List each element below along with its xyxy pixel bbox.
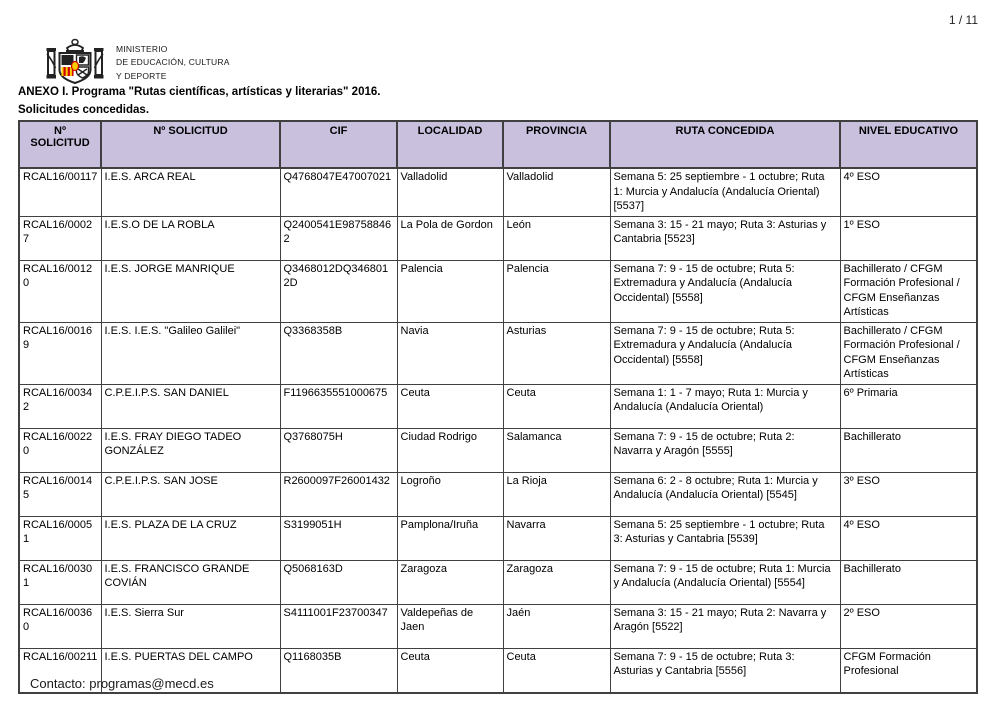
table-cell: I.E.S. JORGE MANRIQUE <box>101 260 280 322</box>
table-cell: Semana 6: 2 - 8 octubre; Ruta 1: Murcia y Andalucía (Andalucía Oriental) [5545] <box>610 472 840 516</box>
column-header-nivel-educativo: NIVEL EDUCATIVO <box>840 121 977 168</box>
table-row <box>19 560 977 604</box>
table-cell: I.E.S. I.E.S. "Galileo Galilei" <box>101 322 280 384</box>
column-header-nombre-solicitud: Nº SOLICITUD <box>101 121 280 168</box>
table-cell: Semana 7: 9 - 15 de octubre; Ruta 5: Extremadura y Andalucía (Andalucía Occidental) [5558] <box>610 260 840 322</box>
table-cell: Pamplona/Iruña <box>397 516 503 560</box>
ministry-header <box>46 38 230 88</box>
table-cell: I.E.S. FRANCISCO GRANDE COVIÁN <box>101 560 280 604</box>
table-cell: Q1168035B <box>280 648 397 693</box>
table-row <box>19 384 977 428</box>
column-header-num-solicitud: Nº SOLICITUD <box>19 121 101 168</box>
table-row <box>19 260 977 322</box>
table-cell: 2º ESO <box>840 604 977 648</box>
table-row <box>19 604 977 648</box>
table-cell: S4111001F23700347 <box>280 604 397 648</box>
document-subtitle: Solicitudes concedidas. <box>18 104 150 116</box>
table-cell: R2600097F26001432 <box>280 472 397 516</box>
table-cell: Semana 7: 9 - 15 de octubre; Ruta 1: Murcia y Andalucía (Andalucía Oriental) [5554] <box>610 560 840 604</box>
table-cell: I.E.S. PUERTAS DEL CAMPO <box>101 648 280 693</box>
table-cell: Bachillerato / CFGM Formación Profesional / CFGM Enseñanzas Artísticas <box>840 322 977 384</box>
table-cell: RCAL16/00051 <box>19 516 101 560</box>
ministry-line: MINISTERIO <box>116 44 168 55</box>
contact-footer: Contacto: programas@mecd.es <box>30 676 214 691</box>
table-row <box>19 428 977 472</box>
table-cell: 3º ESO <box>840 472 977 516</box>
table-cell: Semana 5: 25 septiembre - 1 octubre; Ruta 3: Asturias y Cantabria [5539] <box>610 516 840 560</box>
table-cell: Bachillerato <box>840 428 977 472</box>
table-cell: I.E.S.O DE LA ROBLA <box>101 216 280 260</box>
table-cell: Semana 3: 15 - 21 mayo; Ruta 2: Navarra y Aragón [5522] <box>610 604 840 648</box>
table-cell: 4º ESO <box>840 516 977 560</box>
table-cell: Q3468012DQ3468012D <box>280 260 397 322</box>
table-cell: Valladolid <box>503 168 610 216</box>
table-cell: Salamanca <box>503 428 610 472</box>
table-cell: F1196635551000675 <box>280 384 397 428</box>
table-cell: Ceuta <box>397 648 503 693</box>
table-cell: Q2400541E987588462 <box>280 216 397 260</box>
table-cell: Zaragoza <box>503 560 610 604</box>
table-cell: I.E.S. ARCA REAL <box>101 168 280 216</box>
table-cell: RCAL16/00120 <box>19 260 101 322</box>
table-cell: CFGM Formación Profesional <box>840 648 977 693</box>
ministry-name <box>116 43 230 83</box>
column-header-cif: CIF <box>280 121 397 168</box>
table-cell: Navarra <box>503 516 610 560</box>
table-cell: Ceuta <box>503 384 610 428</box>
table-cell: Jaén <box>503 604 610 648</box>
table-cell: RCAL16/00211 <box>19 648 101 693</box>
spain-coat-of-arms-icon <box>46 38 104 88</box>
table-cell: RCAL16/00301 <box>19 560 101 604</box>
table-cell: RCAL16/00220 <box>19 428 101 472</box>
table-cell: Asturias <box>503 322 610 384</box>
table-cell: Semana 1: 1 - 7 mayo; Ruta 1: Murcia y Andalucía (Andalucía Oriental) <box>610 384 840 428</box>
ministry-line: DE EDUCACIÓN, CULTURA <box>116 57 230 68</box>
table-cell: C.P.E.I.P.S. SAN DANIEL <box>101 384 280 428</box>
table-header-row <box>19 121 977 168</box>
column-header-localidad: LOCALIDAD <box>397 121 503 168</box>
column-header-provincia: PROVINCIA <box>503 121 610 168</box>
column-header-ruta-concedida: RUTA CONCEDIDA <box>610 121 840 168</box>
table-cell: Q3768075H <box>280 428 397 472</box>
table-cell: Palencia <box>397 260 503 322</box>
table-row <box>19 168 977 216</box>
table-cell: León <box>503 216 610 260</box>
table-cell: 6º Primaria <box>840 384 977 428</box>
table-cell: Bachillerato / CFGM Formación Profesional / CFGM Enseñanzas Artísticas <box>840 260 977 322</box>
table-cell: RCAL16/00169 <box>19 322 101 384</box>
table-cell: Bachillerato <box>840 560 977 604</box>
table-cell: I.E.S. Sierra Sur <box>101 604 280 648</box>
table-cell: Semana 5: 25 septiembre - 1 octubre; Ruta 1: Murcia y Andalucía (Andalucía Oriental) [5537] <box>610 168 840 216</box>
document-title: ANEXO I. Programa "Rutas científicas, artísticas y literarias" 2016. <box>18 86 381 98</box>
table-cell: 1º ESO <box>840 216 977 260</box>
page-number: 1 / 11 <box>948 13 978 27</box>
table-cell: Q5068163D <box>280 560 397 604</box>
table-cell: 4º ESO <box>840 168 977 216</box>
table-cell: Navia <box>397 322 503 384</box>
table-cell: Q3368358B <box>280 322 397 384</box>
table-cell: Zaragoza <box>397 560 503 604</box>
table-row <box>19 472 977 516</box>
table-row <box>19 216 977 260</box>
table-cell: C.P.E.I.P.S. SAN JOSE <box>101 472 280 516</box>
applications-table <box>18 120 978 694</box>
table-cell: Semana 7: 9 - 15 de octubre; Ruta 3: Asturias y Cantabria [5556] <box>610 648 840 693</box>
table-cell: La Rioja <box>503 472 610 516</box>
table-cell: Palencia <box>503 260 610 322</box>
table-cell: Logroño <box>397 472 503 516</box>
table-row <box>19 322 977 384</box>
table-row <box>19 516 977 560</box>
table-cell: Q4768047E47007021 <box>280 168 397 216</box>
table-cell: S3199051H <box>280 516 397 560</box>
ministry-line: Y DEPORTE <box>116 70 167 81</box>
table-cell: Valdepeñas de Jaen <box>397 604 503 648</box>
table-cell: I.E.S. FRAY DIEGO TADEO GONZÁLEZ <box>101 428 280 472</box>
table-cell: RCAL16/00117 <box>19 168 101 216</box>
table-cell: I.E.S. PLAZA DE LA CRUZ <box>101 516 280 560</box>
table-cell: RCAL16/00360 <box>19 604 101 648</box>
table-cell: Ceuta <box>503 648 610 693</box>
table-cell: RCAL16/00027 <box>19 216 101 260</box>
table-cell: La Pola de Gordon <box>397 216 503 260</box>
table-cell: Ceuta <box>397 384 503 428</box>
table-cell: RCAL16/00145 <box>19 472 101 516</box>
table-cell: Valladolid <box>397 168 503 216</box>
table-cell: Semana 7: 9 - 15 de octubre; Ruta 2: Navarra y Aragón [5555] <box>610 428 840 472</box>
table-cell: RCAL16/00342 <box>19 384 101 428</box>
table-cell: Ciudad Rodrigo <box>397 428 503 472</box>
table-cell: Semana 3: 15 - 21 mayo; Ruta 3: Asturias y Cantabria [5523] <box>610 216 840 260</box>
table-cell: Semana 7: 9 - 15 de octubre; Ruta 5: Extremadura y Andalucía (Andalucía Occidental) [5558] <box>610 322 840 384</box>
